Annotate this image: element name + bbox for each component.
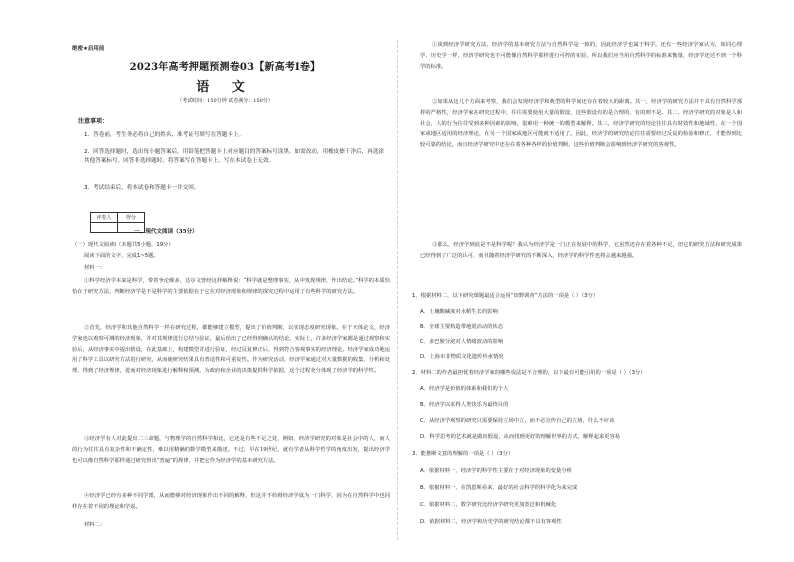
question-1-option: A．土壤酸碱度对水稻生长的影响 — [420, 309, 498, 315]
question-3-stem: 3．能推断文意的理解的一项是（ ）（3分） — [412, 451, 514, 457]
paragraph: ①谈到经济学研究方法，经济学的基本研究方法与自然科学是一致的，因此经济学也属于科学。还有一些经济学家认为，如同心理学、历史学一样，经济学研究也不可能像自然科学那样进行可控的实验，所以我们应当用自然科学的标准来衡量，经济学还达不到一个科学的标准。 — [420, 42, 742, 70]
question-1-option: C．多巴胺分泌对人情绪波动的影响 — [420, 339, 504, 345]
score-table-grader-cell — [91, 223, 118, 233]
instruction: 阅读下面的文字，完成1~5题。 — [84, 253, 159, 259]
question-3-option: C．依据材料二，数学研究比经济学研究更加宽泛和机械化 — [420, 502, 557, 508]
question-2-option: D．科学思考的艺术就是做出假设，从而找到更好的理解世界的方式，解释起来更容易 — [420, 434, 621, 440]
exam-info: （考试时间：150分钟 试卷满分：150分） — [177, 98, 273, 104]
question-3-option: B．依据材料一，在凯恩斯看来，最好的社会科学的科学化为来完成 — [420, 485, 578, 491]
question-3-option: D．依据材料二，经济学和历史学的研究结论都不具有客观性 — [420, 519, 562, 525]
paragraph: ③经济学有人对此提出二三命题，与物理学的自然科学相比，它还是有些不足之处，例如，经济学研究的对象是社会中的人，而人的行为往往具有复杂性和不确定性，难以用精确的数学模型来描述。不过，早在19世纪，就有学者从科学哲学的角度出发，提出经济学也可以像自然科学那样通过研究得出“普遍”的规律，并把它作为经济学的基本研究方法。 — [72, 436, 390, 464]
paragraph: ②首先，经济学和其他自然科学一样在研究过程，都能够建立模型，提出了价值判断，以实现态度研究现象。在于天体论文，经济学家也以观察可测的经济现象，并对其规律进行总结与验证，最后给出了已经得到确认的结论。实际上，许多经济学家都是通过观察和实验后，从经济事实中提出假设，在此基础上，构建模型并进行验证，经过反复修正后，得到符合客观事实的经济理论。经济学家成功地运用了科学工具以研究方法进行研究，从而使研究结果具有普适性和可重复性。作为研究活动，经济学家通过对大量数据的收集、分析和处理，得到了经济规律，进而对经济现象进行解释和预测，为政府和企业的决策提供科学依据，这个过程充分体现了经济学的科学性。 — [72, 325, 390, 375]
subject-title: 语 文 — [196, 80, 254, 95]
paragraph: ②如果从这几个方面来考察，我们会发现经济学和典型的科学间还存在着较大的距离。其一，经济学的研究方法并不具有自然科学那样的严格性，经济学家在研究过程中，往往需要使用大量的假设，这些假设有的是合理的，有的则不是。其二，经济学研究的对象是人和社会，人的行为往往受到多种因素的影响，很难用一种统一的模型来解释。其三，经济学研究的结论往往具有时效性和地域性，在一个国家或地区适用的经济理论，在另一个国家或地区可能就不适用了。因此，经济学的研究结论往往需要经过反复的检验和修正，才能得到比较可靠的结论，而且经济学研究中还存在着各种各样的价值判断，这些价值判断会影响到经济学研究的客观性。 — [420, 99, 742, 149]
secret-mark: 绝密★启用前 — [72, 46, 105, 52]
question-2-option: C．从经济学观察的研究只需要保持立场中立，而不必宣传自己的立场，什么不应该 — [420, 418, 615, 424]
question-1-option: D．上海市非物质文化遗传传承情况 — [420, 354, 504, 360]
material-label: 材料一： — [84, 265, 106, 271]
question-2-stem: 2．材料二的作者最担忧着经济学家的哪些说法是不合理的，以下最有可能引用的一项是（ ）（3分） — [412, 370, 646, 376]
score-table-score-label: 得分 — [118, 213, 145, 223]
question-1-option: B．全球主要构造带地震活动的状态 — [420, 324, 504, 330]
question-2-option: B．经济学以求得人类快乐为最终目的 — [420, 402, 509, 408]
section-title: 一、现代文阅读（35分） — [134, 229, 198, 235]
notice-item: 1．答卷前，考生务必将自己的姓名、准考证号填写在答题卡上。 — [84, 132, 245, 138]
column-divider — [397, 40, 398, 540]
paragraph: ④经济学已经有多种不同学派，从而能够对经济现象作出不同的解释，但这并不妨碍经济学成为一门科学，因为在自然科学中也同样存在着不同的理论和学说。 — [72, 493, 390, 510]
notice-item: 2．回答选择题时，选出每小题答案后，用铅笔把答题卡上对应题目的答案标号涂黑。如需改动，用橡皮擦干净后，再选涂其他答案标号。回答非选择题时，将答案写在答题卡上，写在本试卷上无效。 — [84, 149, 385, 164]
notice-item: 3．考试结束后，将本试卷和答题卡一并交回。 — [84, 185, 200, 191]
question-3-option: A．依据材料一，经济学的科学性主要在于对经济现象的变量分析 — [420, 468, 572, 474]
question-2-option: A．经济学是价值的体系和我们的个人 — [420, 386, 509, 392]
paragraph: ①科学经济学本来是科学，带着争论颇多，达尔文曾经这样解释说：“科学就是整理事实，从中发现规律，作出结论。”科学的本质恰恰在于研究方法，判断经济学是不是科学的主要依据在于它在对经济现象和规律的探究过程中运用了有些科学的研究方法。 — [72, 278, 390, 295]
exam-title: 2023年高考押题预测卷03【新高考I卷】 — [129, 62, 321, 73]
score-table-grader-label: 评卷人 — [91, 213, 118, 223]
notice-title: 注意事项： — [78, 118, 109, 125]
material-label: 材料二： — [84, 522, 106, 528]
paragraph: ③那么，经济学到底是不是科学呢？我认为经济学是一门正在发展中的科学，它虽然还存在着各种不足，但它的研究方法和研究成果已经得到了广泛的认可，而且随着经济学研究的不断深入，经济学的科学性也将会越来越强。 — [420, 242, 742, 259]
subsection-title: （一）现代文阅读Ⅰ（本题共5小题，19分） — [72, 242, 174, 248]
question-1-stem: 1．根据材料二，以下研究课题最适合运用“田野调查”方法的一项是（ ）（3分） — [412, 293, 599, 299]
